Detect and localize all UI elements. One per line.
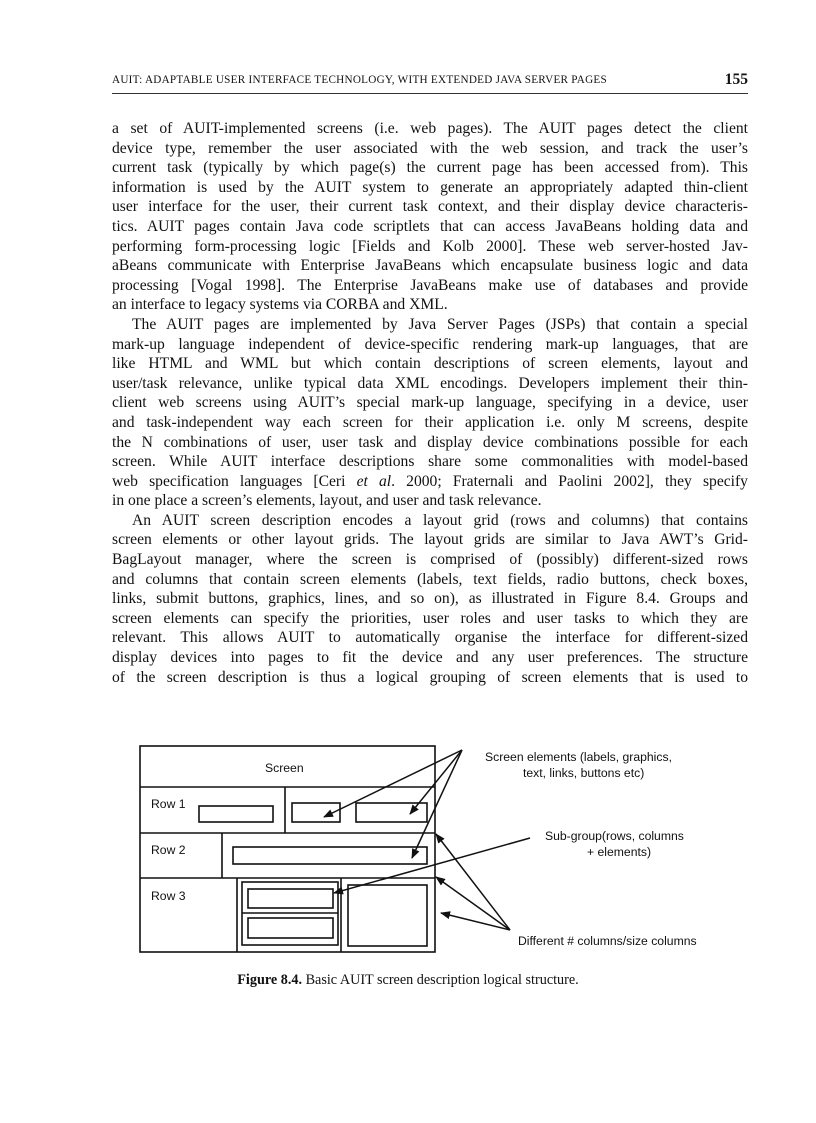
row-label-3: Row 3 [151, 889, 186, 903]
row3-graphic-element [348, 885, 427, 946]
annotation-screen-elements-2: text, links, buttons etc) [523, 766, 645, 780]
arrow-to-row2-edge [436, 877, 510, 930]
running-title: AUIT: ADAPTABLE USER INTERFACE TECHNOLOGY, WITH EXTENDED JAVA SERVER PAGES [112, 74, 607, 86]
text-line: links, submit buttons, graphics, lines, and so on), as illustrated in Figure 8.4. Groups and [112, 590, 748, 608]
text-line: user/task relevance, unlike typical data XML encodings. Developers implement their thin- [112, 374, 748, 392]
text-line: information is used by the AUIT system to generate an appropriately adapted thin-client [112, 178, 748, 196]
subgroup-element-2 [248, 918, 333, 938]
text-line: device type, remember the user associated with the web session, and track the user’s [112, 139, 748, 157]
annotation-columns: Different # columns/size columns [518, 934, 697, 948]
text-line: aBeans communicate with Enterprise JavaBeans which encapsulate business logic and data [112, 257, 748, 275]
annotation-screen-elements-1: Screen elements (labels, graphics, [485, 750, 672, 764]
text-line: An AUIT screen description encodes a layout grid (rows and columns) that contains [132, 511, 748, 529]
text-line: a set of AUIT-implemented screens (i.e. web pages). The AUIT pages detect the client [112, 120, 748, 137]
text-line: screen. While AUIT interface descriptions share some commonalities with model-based [112, 453, 748, 471]
text-line: BagLayout manager, where the screen is comprised of (possibly) different-sized rows [112, 551, 748, 569]
text-line: and task-independent way each screen for their application i.e. only M screens, despite [112, 413, 748, 431]
text-line: the N combinations of user, user task and display device combinations possible for each [112, 433, 748, 451]
text-line: mark-up language independent of device-specific rendering mark-up languages, that are [112, 335, 748, 353]
page-number: 155 [724, 71, 748, 88]
text-line: screen elements can specify the priorities, user roles and user tasks to which they are [112, 609, 748, 627]
text-segment: web specification languages [Ceri [112, 472, 357, 490]
text-line: relevant. This allows AUIT to automatically organise the interface for different-sized [112, 629, 748, 647]
text-line: client web screens using AUIT’s special mark-up language, specifying in a device, user [112, 394, 748, 412]
text-line: user interface for the user, their current task context, and their display device characteris- [112, 198, 748, 216]
italic-text: et al [356, 472, 392, 490]
text-line: performing form-processing logic [Fields and Kolb 2000]. These web server-hosted Jav- [112, 237, 748, 255]
annotation-subgroup-2: + elements) [587, 845, 652, 859]
figure-caption [0, 972, 816, 989]
text-line: The AUIT pages are implemented by Java Server Pages (JSPs) that contain a special [132, 315, 748, 333]
text-line: screen elements or other layout grids. The layout grids are similar to Java AWT’s Grid- [112, 531, 748, 549]
row1-element-1 [199, 806, 273, 822]
row-label-2: Row 2 [151, 843, 186, 857]
subgroup-element-1 [248, 889, 333, 908]
arrow-to-row2-element [412, 750, 462, 858]
arrow-to-row1-element-2 [324, 750, 462, 817]
text-line: current task (typically by which page(s) the current page has been accessed from). This [112, 159, 748, 177]
row2-element [233, 847, 427, 864]
screen-label: Screen [265, 761, 304, 775]
text-line: an interface to legacy systems via CORBA and XML. [112, 296, 448, 314]
text-line: in one place a screen’s elements, layout, and user and task relevance. [112, 492, 542, 510]
text-line: of the screen description is thus a logical grouping of screen elements that is used to [112, 668, 748, 686]
annotation-subgroup-1: Sub-group(rows, columns [545, 829, 684, 843]
text-line: and columns that contain screen elements (labels, text fields, radio buttons, check boxes, [112, 570, 748, 588]
text-line: tics. AUIT pages contain Java code scriptlets that can access JavaBeans holding data and [112, 217, 748, 235]
row-label-1: Row 1 [151, 797, 186, 811]
caption-text: Basic AUIT screen description logical structure. [305, 972, 579, 988]
text-segment: . 2000; Fraternali and Paolini 2002], they specify [391, 472, 748, 490]
text-line: display devices into pages to fit the device and any user preferences. The structure [112, 649, 748, 667]
arrow-to-row1-edge [436, 834, 510, 930]
text-line: processing [Vogal 1998]. The Enterprise JavaBeans make use of databases and provide [112, 276, 748, 294]
caption-label: Figure 8.4. [237, 972, 303, 988]
text-line: like HTML and WML but which contain descriptions of screen elements, layout and [112, 355, 748, 373]
